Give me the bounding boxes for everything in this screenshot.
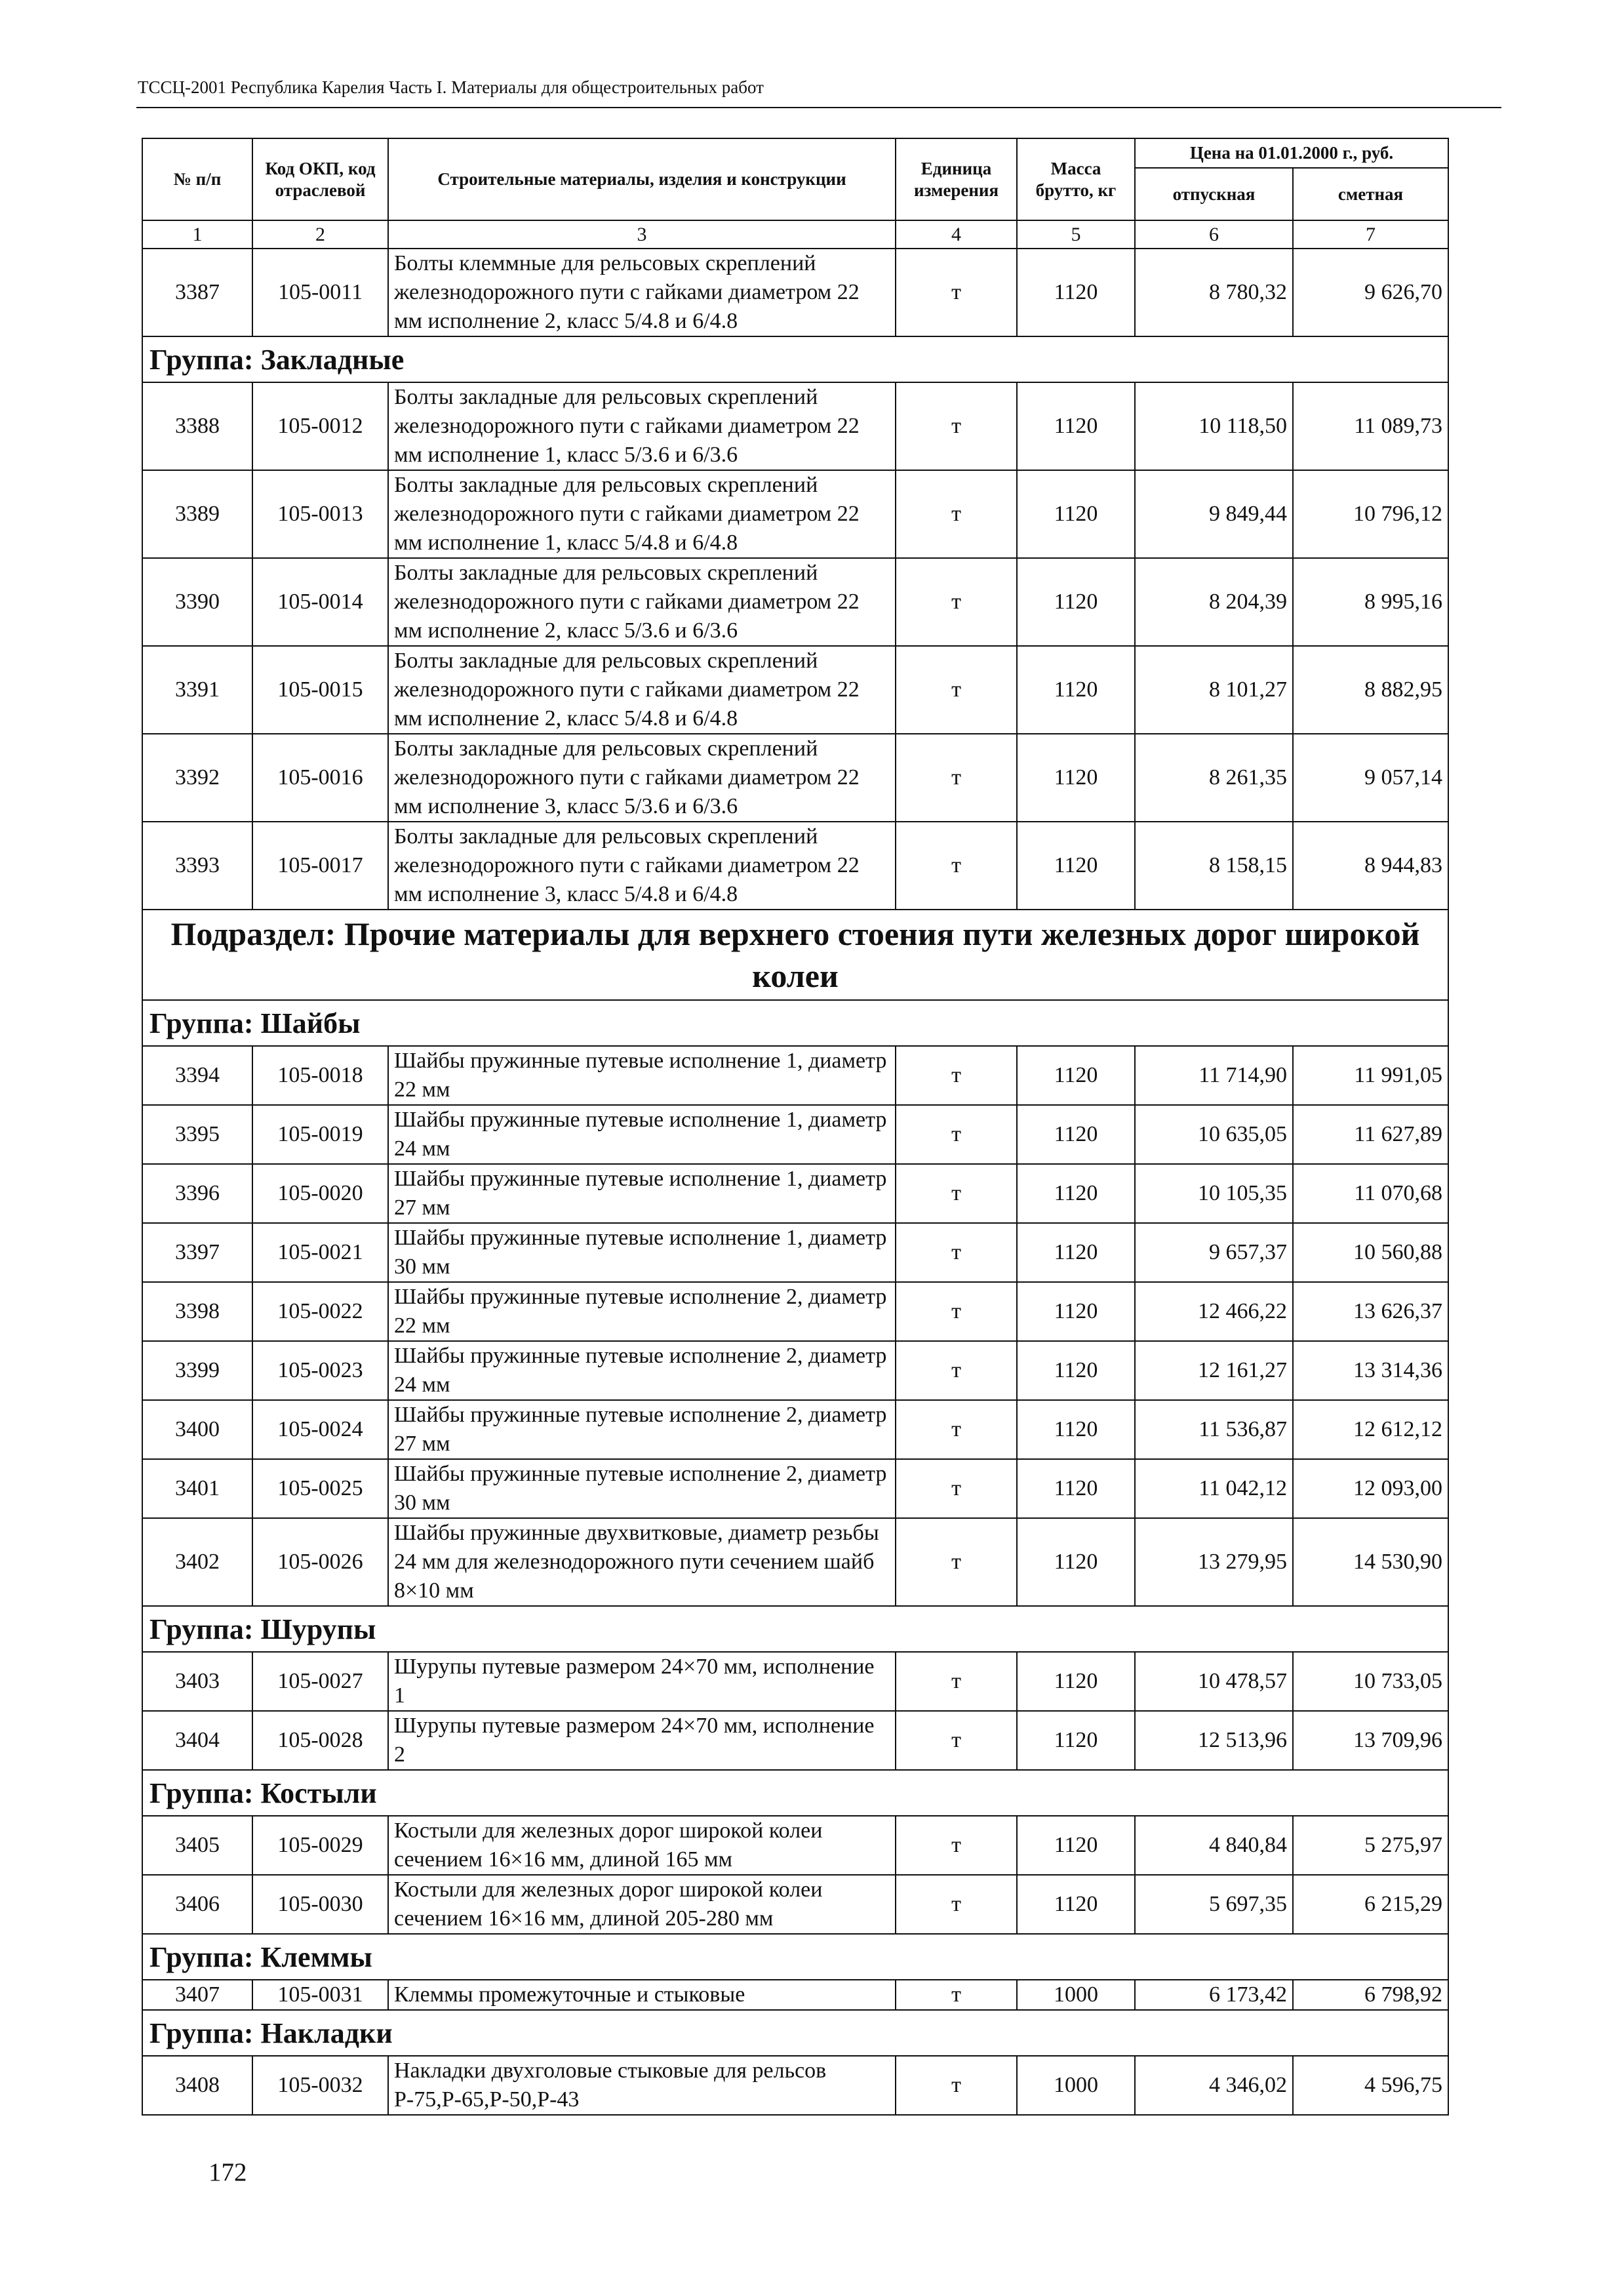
item-code: 105-0027 [252, 1652, 388, 1711]
item-unit: т [896, 249, 1017, 336]
item-name: Шурупы путевые размером 24×70 мм, исполнение 2 [388, 1711, 896, 1770]
item-price-estimate: 11 070,68 [1293, 1164, 1448, 1223]
item-name: Болты закладные для рельсовых скреплений железнодорожного пути с гайками диаметром 22 мм исполнение 3, класс 5/4.8 и 6/4.8 [388, 822, 896, 910]
item-price-release: 8 101,27 [1135, 646, 1293, 734]
item-code: 105-0012 [252, 382, 388, 470]
item-number: 3406 [142, 1875, 252, 1934]
item-name: Шурупы путевые размером 24×70 мм, исполнение 1 [388, 1652, 896, 1711]
item-price-release: 4 840,84 [1135, 1816, 1293, 1875]
item-price-estimate: 13 314,36 [1293, 1341, 1448, 1400]
item-code: 105-0030 [252, 1875, 388, 1934]
item-price-estimate: 8 995,16 [1293, 558, 1448, 646]
item-number: 3389 [142, 470, 252, 558]
item-price-estimate: 4 596,75 [1293, 2056, 1448, 2115]
item-number: 3403 [142, 1652, 252, 1711]
item-name: Болты закладные для рельсовых скреплений железнодорожного пути с гайками диаметром 22 мм исполнение 1, класс 5/4.8 и 6/4.8 [388, 470, 896, 558]
item-price-release: 10 118,50 [1135, 382, 1293, 470]
item-price-release: 13 279,95 [1135, 1518, 1293, 1606]
col-header-price-release: отпускная [1135, 168, 1293, 220]
table-body [142, 249, 1448, 2115]
group-row [142, 1934, 1448, 1980]
item-number: 3407 [142, 1980, 252, 2010]
item-price-estimate: 9 626,70 [1293, 249, 1448, 336]
col-header-num: № п/п [142, 138, 252, 220]
col-header-price-estimate: сметная [1293, 168, 1448, 220]
item-price-release: 11 714,90 [1135, 1046, 1293, 1105]
item-number: 3399 [142, 1341, 252, 1400]
item-name: Болты закладные для рельсовых скреплений железнодорожного пути с гайками диаметром 22 мм исполнение 3, класс 5/3.6 и 6/3.6 [388, 734, 896, 822]
group-heading: Группа: Костыли [142, 1770, 1448, 1816]
item-code: 105-0017 [252, 822, 388, 910]
item-unit: т [896, 1711, 1017, 1770]
table-row [142, 1282, 1448, 1341]
item-number: 3394 [142, 1046, 252, 1105]
item-unit: т [896, 1282, 1017, 1341]
item-unit: т [896, 1223, 1017, 1282]
col-header-code: Код ОКП, код отраслевой [252, 138, 388, 220]
item-price-estimate: 12 093,00 [1293, 1459, 1448, 1518]
item-mass: 1120 [1017, 1400, 1135, 1459]
item-price-estimate: 6 215,29 [1293, 1875, 1448, 1934]
item-code: 105-0015 [252, 646, 388, 734]
running-title: ТССЦ-2001 Республика Карелия Часть I. Материалы для общестроительных работ [138, 77, 764, 97]
item-name: Костыли для железных дорог широкой колеи сечением 16×16 мм, длиной 205-280 мм [388, 1875, 896, 1934]
item-mass: 1120 [1017, 1164, 1135, 1223]
column-index: 7 [1293, 220, 1448, 249]
table-row [142, 1652, 1448, 1711]
group-heading: Группа: Шайбы [142, 1000, 1448, 1046]
item-unit: т [896, 1400, 1017, 1459]
item-number: 3398 [142, 1282, 252, 1341]
item-unit: т [896, 734, 1017, 822]
table-row [142, 382, 1448, 470]
item-number: 3405 [142, 1816, 252, 1875]
item-price-release: 10 478,57 [1135, 1652, 1293, 1711]
table-row [142, 1711, 1448, 1770]
item-unit: т [896, 1046, 1017, 1105]
item-unit: т [896, 1341, 1017, 1400]
column-index: 4 [896, 220, 1017, 249]
item-code: 105-0021 [252, 1223, 388, 1282]
item-code: 105-0023 [252, 1341, 388, 1400]
item-unit: т [896, 646, 1017, 734]
item-unit: т [896, 1105, 1017, 1164]
item-unit: т [896, 1816, 1017, 1875]
item-price-estimate: 9 057,14 [1293, 734, 1448, 822]
column-index: 5 [1017, 220, 1135, 249]
table-row [142, 1875, 1448, 1934]
item-code: 105-0014 [252, 558, 388, 646]
table-row [142, 1400, 1448, 1459]
item-code: 105-0018 [252, 1046, 388, 1105]
item-number: 3387 [142, 249, 252, 336]
item-price-estimate: 13 709,96 [1293, 1711, 1448, 1770]
item-number: 3401 [142, 1459, 252, 1518]
item-name: Шайбы пружинные путевые исполнение 2, диаметр 30 мм [388, 1459, 896, 1518]
table-row [142, 1518, 1448, 1606]
item-price-estimate: 11 991,05 [1293, 1046, 1448, 1105]
item-mass: 1120 [1017, 822, 1135, 910]
item-code: 105-0025 [252, 1459, 388, 1518]
item-price-release: 9 657,37 [1135, 1223, 1293, 1282]
item-mass: 1120 [1017, 1459, 1135, 1518]
item-number: 3408 [142, 2056, 252, 2115]
table-row [142, 734, 1448, 822]
item-price-release: 8 204,39 [1135, 558, 1293, 646]
item-mass: 1120 [1017, 382, 1135, 470]
item-mass: 1120 [1017, 646, 1135, 734]
item-number: 3402 [142, 1518, 252, 1606]
item-unit: т [896, 382, 1017, 470]
item-number: 3390 [142, 558, 252, 646]
item-mass: 1120 [1017, 1652, 1135, 1711]
group-row [142, 1000, 1448, 1046]
item-mass: 1120 [1017, 470, 1135, 558]
item-name: Накладки двухголовые стыковые для рельсов Р-75,Р-65,Р-50,Р-43 [388, 2056, 896, 2115]
table-row [142, 249, 1448, 336]
col-header-price-group: Цена на 01.01.2000 г., руб. [1135, 138, 1448, 168]
item-code: 105-0016 [252, 734, 388, 822]
item-number: 3397 [142, 1223, 252, 1282]
item-price-release: 8 261,35 [1135, 734, 1293, 822]
subsection-heading: Подраздел: Прочие материалы для верхнего стоения пути железных дорог широкой колеи [142, 910, 1448, 1000]
header-rule [136, 107, 1501, 108]
table-row [142, 470, 1448, 558]
group-row [142, 1770, 1448, 1816]
item-name: Шайбы пружинные путевые исполнение 2, диаметр 27 мм [388, 1400, 896, 1459]
item-code: 105-0032 [252, 2056, 388, 2115]
item-code: 105-0020 [252, 1164, 388, 1223]
item-code: 105-0013 [252, 470, 388, 558]
item-unit: т [896, 1652, 1017, 1711]
item-name: Болты закладные для рельсовых скреплений железнодорожного пути с гайками диаметром 22 мм исполнение 2, класс 5/4.8 и 6/4.8 [388, 646, 896, 734]
group-row [142, 336, 1448, 382]
item-price-estimate: 13 626,37 [1293, 1282, 1448, 1341]
item-number: 3392 [142, 734, 252, 822]
table-row [142, 2056, 1448, 2115]
col-header-mass: Масса брутто, кг [1017, 138, 1135, 220]
group-heading: Группа: Накладки [142, 2010, 1448, 2056]
table-row [142, 822, 1448, 910]
item-name: Болты закладные для рельсовых скреплений железнодорожного пути с гайками диаметром 22 мм исполнение 1, класс 5/3.6 и 6/3.6 [388, 382, 896, 470]
item-unit: т [896, 1875, 1017, 1934]
item-mass: 1120 [1017, 1282, 1135, 1341]
item-number: 3404 [142, 1711, 252, 1770]
item-code: 105-0028 [252, 1711, 388, 1770]
table-row [142, 1164, 1448, 1223]
item-mass: 1120 [1017, 1341, 1135, 1400]
item-number: 3400 [142, 1400, 252, 1459]
table-row [142, 1980, 1448, 2010]
item-price-release: 12 161,27 [1135, 1341, 1293, 1400]
item-unit: т [896, 2056, 1017, 2115]
item-unit: т [896, 822, 1017, 910]
group-heading: Группа: Закладные [142, 336, 1448, 382]
subsection-row [142, 910, 1448, 1000]
item-unit: т [896, 1980, 1017, 2010]
group-row [142, 1606, 1448, 1652]
table-row [142, 1459, 1448, 1518]
item-price-estimate: 8 944,83 [1293, 822, 1448, 910]
table-row [142, 1223, 1448, 1282]
item-price-release: 12 466,22 [1135, 1282, 1293, 1341]
item-mass: 1000 [1017, 1980, 1135, 2010]
column-index: 3 [388, 220, 896, 249]
item-code: 105-0026 [252, 1518, 388, 1606]
item-price-release: 6 173,42 [1135, 1980, 1293, 2010]
item-mass: 1120 [1017, 734, 1135, 822]
table-row [142, 1816, 1448, 1875]
item-number: 3388 [142, 382, 252, 470]
group-heading: Группа: Клеммы [142, 1934, 1448, 1980]
item-code: 105-0011 [252, 249, 388, 336]
item-price-estimate: 5 275,97 [1293, 1816, 1448, 1875]
price-table [142, 138, 1449, 2116]
item-number: 3396 [142, 1164, 252, 1223]
item-price-estimate: 14 530,90 [1293, 1518, 1448, 1606]
item-unit: т [896, 558, 1017, 646]
item-unit: т [896, 1518, 1017, 1606]
item-mass: 1000 [1017, 2056, 1135, 2115]
header-row [142, 138, 1448, 168]
item-price-release: 9 849,44 [1135, 470, 1293, 558]
item-mass: 1120 [1017, 1816, 1135, 1875]
item-mass: 1120 [1017, 1105, 1135, 1164]
item-mass: 1120 [1017, 249, 1135, 336]
item-mass: 1120 [1017, 1223, 1135, 1282]
item-name: Клеммы промежуточные и стыковые [388, 1980, 896, 2010]
item-price-release: 4 346,02 [1135, 2056, 1293, 2115]
item-price-estimate: 8 882,95 [1293, 646, 1448, 734]
item-number: 3395 [142, 1105, 252, 1164]
group-row [142, 2010, 1448, 2056]
item-price-release: 5 697,35 [1135, 1875, 1293, 1934]
item-price-release: 10 105,35 [1135, 1164, 1293, 1223]
item-name: Шайбы пружинные путевые исполнение 1, диаметр 22 мм [388, 1046, 896, 1105]
item-name: Шайбы пружинные путевые исполнение 1, диаметр 27 мм [388, 1164, 896, 1223]
item-price-release: 11 536,87 [1135, 1400, 1293, 1459]
item-mass: 1120 [1017, 558, 1135, 646]
column-index-row [142, 220, 1448, 249]
item-price-release: 8 158,15 [1135, 822, 1293, 910]
item-price-release: 12 513,96 [1135, 1711, 1293, 1770]
table-row [142, 1105, 1448, 1164]
item-name: Шайбы пружинные путевые исполнение 2, диаметр 24 мм [388, 1341, 896, 1400]
item-name: Шайбы пружинные двухвитковые, диаметр резьбы 24 мм для железнодорожного пути сечением шайб 8×10 мм [388, 1518, 896, 1606]
item-price-estimate: 11 089,73 [1293, 382, 1448, 470]
item-name: Болты клеммные для рельсовых скреплений железнодорожного пути с гайками диаметром 22 мм исполнение 2, класс 5/4.8 и 6/4.8 [388, 249, 896, 336]
item-price-estimate: 11 627,89 [1293, 1105, 1448, 1164]
table-row [142, 1341, 1448, 1400]
item-name: Болты закладные для рельсовых скреплений железнодорожного пути с гайками диаметром 22 мм исполнение 2, класс 5/3.6 и 6/3.6 [388, 558, 896, 646]
item-price-estimate: 12 612,12 [1293, 1400, 1448, 1459]
item-mass: 1120 [1017, 1046, 1135, 1105]
item-price-estimate: 10 560,88 [1293, 1223, 1448, 1282]
item-name: Шайбы пружинные путевые исполнение 2, диаметр 22 мм [388, 1282, 896, 1341]
table-row [142, 646, 1448, 734]
item-number: 3393 [142, 822, 252, 910]
item-code: 105-0031 [252, 1980, 388, 2010]
page-number: 172 [208, 2158, 247, 2186]
col-header-name: Строительные материалы, изделия и конструкции [388, 138, 896, 220]
item-unit: т [896, 470, 1017, 558]
column-index: 2 [252, 220, 388, 249]
group-heading: Группа: Шурупы [142, 1606, 1448, 1652]
item-name: Шайбы пружинные путевые исполнение 1, диаметр 30 мм [388, 1223, 896, 1282]
item-code: 105-0024 [252, 1400, 388, 1459]
item-price-estimate: 10 796,12 [1293, 470, 1448, 558]
item-unit: т [896, 1164, 1017, 1223]
item-code: 105-0022 [252, 1282, 388, 1341]
item-price-release: 10 635,05 [1135, 1105, 1293, 1164]
col-header-unit: Единица измерения [896, 138, 1017, 220]
table-row [142, 558, 1448, 646]
item-mass: 1120 [1017, 1711, 1135, 1770]
table-row [142, 1046, 1448, 1105]
column-index: 1 [142, 220, 252, 249]
item-price-release: 8 780,32 [1135, 249, 1293, 336]
item-mass: 1120 [1017, 1875, 1135, 1934]
item-price-estimate: 6 798,92 [1293, 1980, 1448, 2010]
item-unit: т [896, 1459, 1017, 1518]
item-price-release: 11 042,12 [1135, 1459, 1293, 1518]
item-code: 105-0029 [252, 1816, 388, 1875]
item-price-estimate: 10 733,05 [1293, 1652, 1448, 1711]
item-name: Шайбы пружинные путевые исполнение 1, диаметр 24 мм [388, 1105, 896, 1164]
table-header [142, 138, 1448, 249]
item-number: 3391 [142, 646, 252, 734]
item-mass: 1120 [1017, 1518, 1135, 1606]
item-name: Костыли для железных дорог широкой колеи сечением 16×16 мм, длиной 165 мм [388, 1816, 896, 1875]
item-code: 105-0019 [252, 1105, 388, 1164]
column-index: 6 [1135, 220, 1293, 249]
